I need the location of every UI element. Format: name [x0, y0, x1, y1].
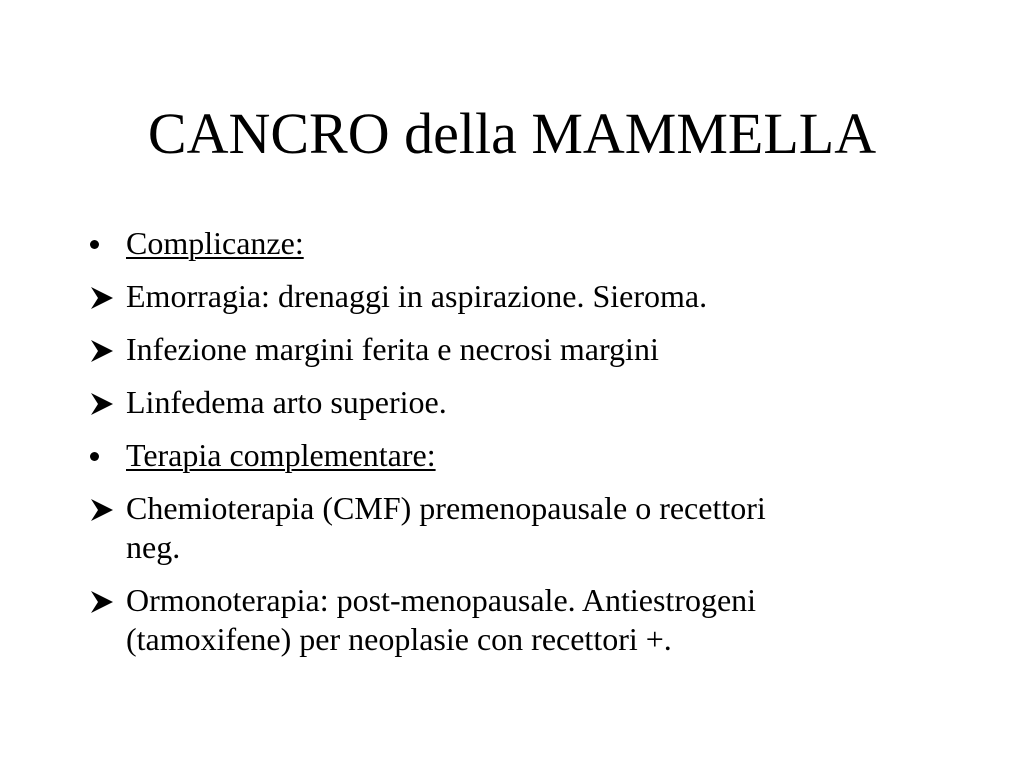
bullet-dot-icon [88, 224, 120, 263]
bullet-text-line: (tamoxifene) per neoplasie con recettori +. [126, 621, 672, 657]
bullet-text-line: Chemioterapia (CMF) premenopausale o recettori [126, 490, 766, 526]
slide-title: CANCRO della MAMMELLA [147, 101, 877, 166]
bullet-text-line: neg. [126, 529, 181, 565]
arrowhead-icon [88, 330, 120, 369]
bullet-sub-linfedema [88, 383, 948, 422]
bullet-sub-emorragia [88, 277, 948, 316]
arrowhead-icon [88, 277, 120, 316]
bullet-text: Infezione margini ferita e necrosi margini [126, 331, 659, 367]
bullet-text: Terapia complementare: [126, 437, 436, 473]
arrowhead-icon [88, 383, 120, 422]
bullet-list [88, 224, 948, 673]
bullet-text-line: Ormonoterapia: post-menopausale. Antiestrogeni [126, 582, 757, 618]
arrowhead-icon [88, 489, 120, 528]
bullet-heading-therapy [88, 436, 948, 475]
bullet-sub-infezione [88, 330, 948, 369]
bullet-heading-complications [88, 224, 948, 263]
bullet-sub-ormonoterapia [88, 581, 948, 659]
bullet-text: Complicanze: [126, 225, 304, 261]
bullet-text: Linfedema arto superioe. [126, 384, 447, 420]
bullet-text: Emorragia: drenaggi in aspirazione. Sieroma. [126, 278, 708, 314]
bullet-sub-chemioterapia [88, 489, 948, 567]
arrowhead-icon [88, 581, 120, 620]
bullet-dot-icon [88, 436, 120, 475]
